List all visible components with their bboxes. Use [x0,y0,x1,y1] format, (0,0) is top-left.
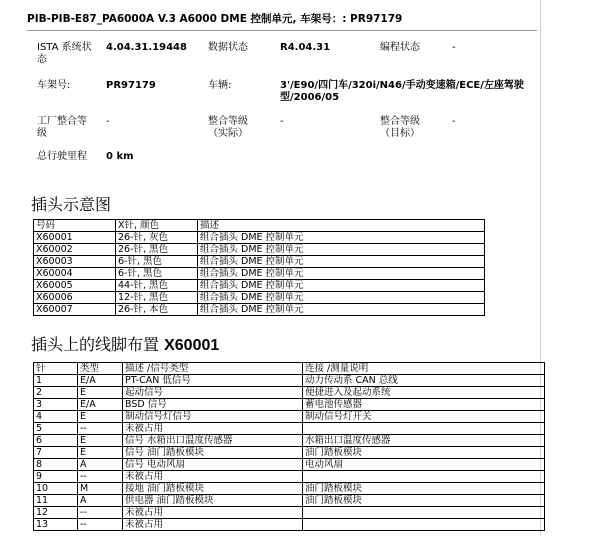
table-cell: -- [78,507,123,519]
table-cell: 信号 油门踏板模块 [123,447,303,459]
connector-row [34,244,485,256]
pin-row [34,375,545,387]
table-cell: E [78,387,123,399]
table-cell: 组合插头 DME 控制单元 [198,280,485,292]
pin-layout-heading-text: 插头上的线脚布置 [31,335,160,354]
connector-table [33,219,485,316]
pin-row [34,423,545,435]
table-cell: -- [78,519,123,531]
connector-overview-heading: 插头示意图 [31,195,112,214]
vin-value: PR97179 [106,80,156,91]
vehicle-value: 3'/E90/四门车/320i/N46/手动变速箱/ECE/左座驾驶 型/2006/05 [280,80,524,103]
table-cell: 12 [34,507,78,519]
table-cell [303,423,545,435]
pin-row [34,435,545,447]
table-cell: 组合插头 DME 控制单元 [198,292,485,304]
connector-row [34,280,485,292]
pin-row [34,519,545,531]
table-cell [303,519,545,531]
table-cell: X60003 [34,256,116,268]
pin-row [34,447,545,459]
table-cell [303,471,545,483]
pin-layout-heading [31,332,219,355]
table-cell: 13 [34,519,78,531]
table-cell: E/A [78,399,123,411]
table-cell: 6-针, 黑色 [116,268,198,280]
column-header: X针, 颜色 [116,220,198,232]
table-cell: E [78,435,123,447]
document-title: PIB-PIB-E87_PA6000A V.3 A6000 DME 控制单元, 车架号：: PR97179 [27,13,403,25]
ista-value: 4.04.31.19448 [106,42,187,53]
connector-row [34,268,485,280]
level-actual-value: - [280,116,284,127]
odometer-label: 总行驶里程 [37,151,87,162]
table-cell: -- [78,471,123,483]
table-cell: 未被占用 [123,423,303,435]
table-cell: E [78,411,123,423]
connector-table-header [34,220,485,232]
table-cell: 动力传动系 CAN 总线 [303,375,545,387]
table-cell: -- [78,423,123,435]
table-cell: 9 [34,471,78,483]
title-divider [27,30,537,31]
connector-row [34,256,485,268]
column-header: 连接 /测量说明 [303,363,545,375]
table-cell: 3 [34,399,78,411]
pin-row [34,399,545,411]
connector-row [34,304,485,316]
table-cell: X60005 [34,280,116,292]
column-header: 描述 [198,220,485,232]
table-cell: 水箱出口温度传感器 [303,435,545,447]
pin-row [34,387,545,399]
table-cell: 油门踏板模块 [303,447,545,459]
table-cell: 制动信号灯信号 [123,411,303,423]
table-cell: 未被占用 [123,519,303,531]
table-cell: 26-针, 灰色 [116,232,198,244]
table-cell: 6 [34,435,78,447]
level-target-label: 整合等级 （目标） [380,116,420,139]
column-header: 描述 /信号类型 [123,363,303,375]
data-status-value: R4.04.31 [280,42,331,53]
pin-row [34,495,545,507]
table-cell: 信号 电动风扇 [123,459,303,471]
odometer-value: 0 km [106,151,134,162]
table-cell: 电动风扇 [303,459,545,471]
table-cell: 7 [34,447,78,459]
table-cell: 26-针, 本色 [116,304,198,316]
pin-table [33,362,545,531]
vehicle-label: 车辆: [208,80,232,91]
table-cell: 6-针, 黑色 [116,256,198,268]
table-cell: 便捷进入及起动系统 [303,387,545,399]
table-cell: 组合插头 DME 控制单元 [198,268,485,280]
ista-label: ISTA 系统状 态 [37,42,92,65]
table-cell: PT-CAN 低信号 [123,375,303,387]
vin-label: 车架号: [37,80,71,91]
factory-level-label: 工厂整合等 级 [37,116,87,139]
table-cell: E/A [78,375,123,387]
table-cell: 12-针, 黑色 [116,292,198,304]
table-cell: 未被占用 [123,507,303,519]
table-cell: 制动信号灯开关 [303,411,545,423]
level-actual-label: 整合等级 （实际） [208,116,248,139]
factory-level-value: - [106,116,110,127]
table-cell: BSD 信号 [123,399,303,411]
pin-row [34,471,545,483]
table-cell: 信号 水箱出口温度传感器 [123,435,303,447]
table-cell: X60006 [34,292,116,304]
table-cell: A [78,459,123,471]
table-cell: 蓄电池传感器 [303,399,545,411]
table-cell: 油门踏板模块 [303,483,545,495]
table-cell: 8 [34,459,78,471]
table-cell: 4 [34,411,78,423]
pin-layout-connector-code: X60001 [164,337,220,354]
table-cell: E [78,447,123,459]
pin-row [34,507,545,519]
table-cell: X60007 [34,304,116,316]
table-cell: 组合插头 DME 控制单元 [198,304,485,316]
programming-status-value: - [452,42,456,53]
table-cell: 2 [34,387,78,399]
pin-row [34,411,545,423]
connector-row [34,292,485,304]
data-status-label: 数据状态 [208,42,248,53]
table-cell: 起动信号 [123,387,303,399]
column-header: 号码 [34,220,116,232]
programming-status-label: 编程状态 [380,42,420,53]
pin-table-header [34,363,545,375]
table-cell: 11 [34,495,78,507]
table-cell: 未被占用 [123,471,303,483]
column-header: 针 [34,363,78,375]
pin-row [34,459,545,471]
table-cell: 1 [34,375,78,387]
table-cell: 26-针, 黑色 [116,244,198,256]
table-cell: X60004 [34,268,116,280]
pin-row [34,483,545,495]
table-cell: X60001 [34,232,116,244]
table-cell: A [78,495,123,507]
table-cell: 44-针, 黑色 [116,280,198,292]
level-target-value: - [452,116,456,127]
connector-row [34,232,485,244]
table-cell: 组合插头 DME 控制单元 [198,232,485,244]
column-header: 类型 [78,363,123,375]
table-cell: 供电器 油门踏板模块 [123,495,303,507]
table-cell: 5 [34,423,78,435]
table-cell: 组合插头 DME 控制单元 [198,244,485,256]
table-cell: 10 [34,483,78,495]
table-cell [303,507,545,519]
table-cell: 油门踏板模块 [303,495,545,507]
table-cell: X60002 [34,244,116,256]
table-cell: M [78,483,123,495]
table-cell: 接地 油门踏板模块 [123,483,303,495]
table-cell: 组合插头 DME 控制单元 [198,256,485,268]
